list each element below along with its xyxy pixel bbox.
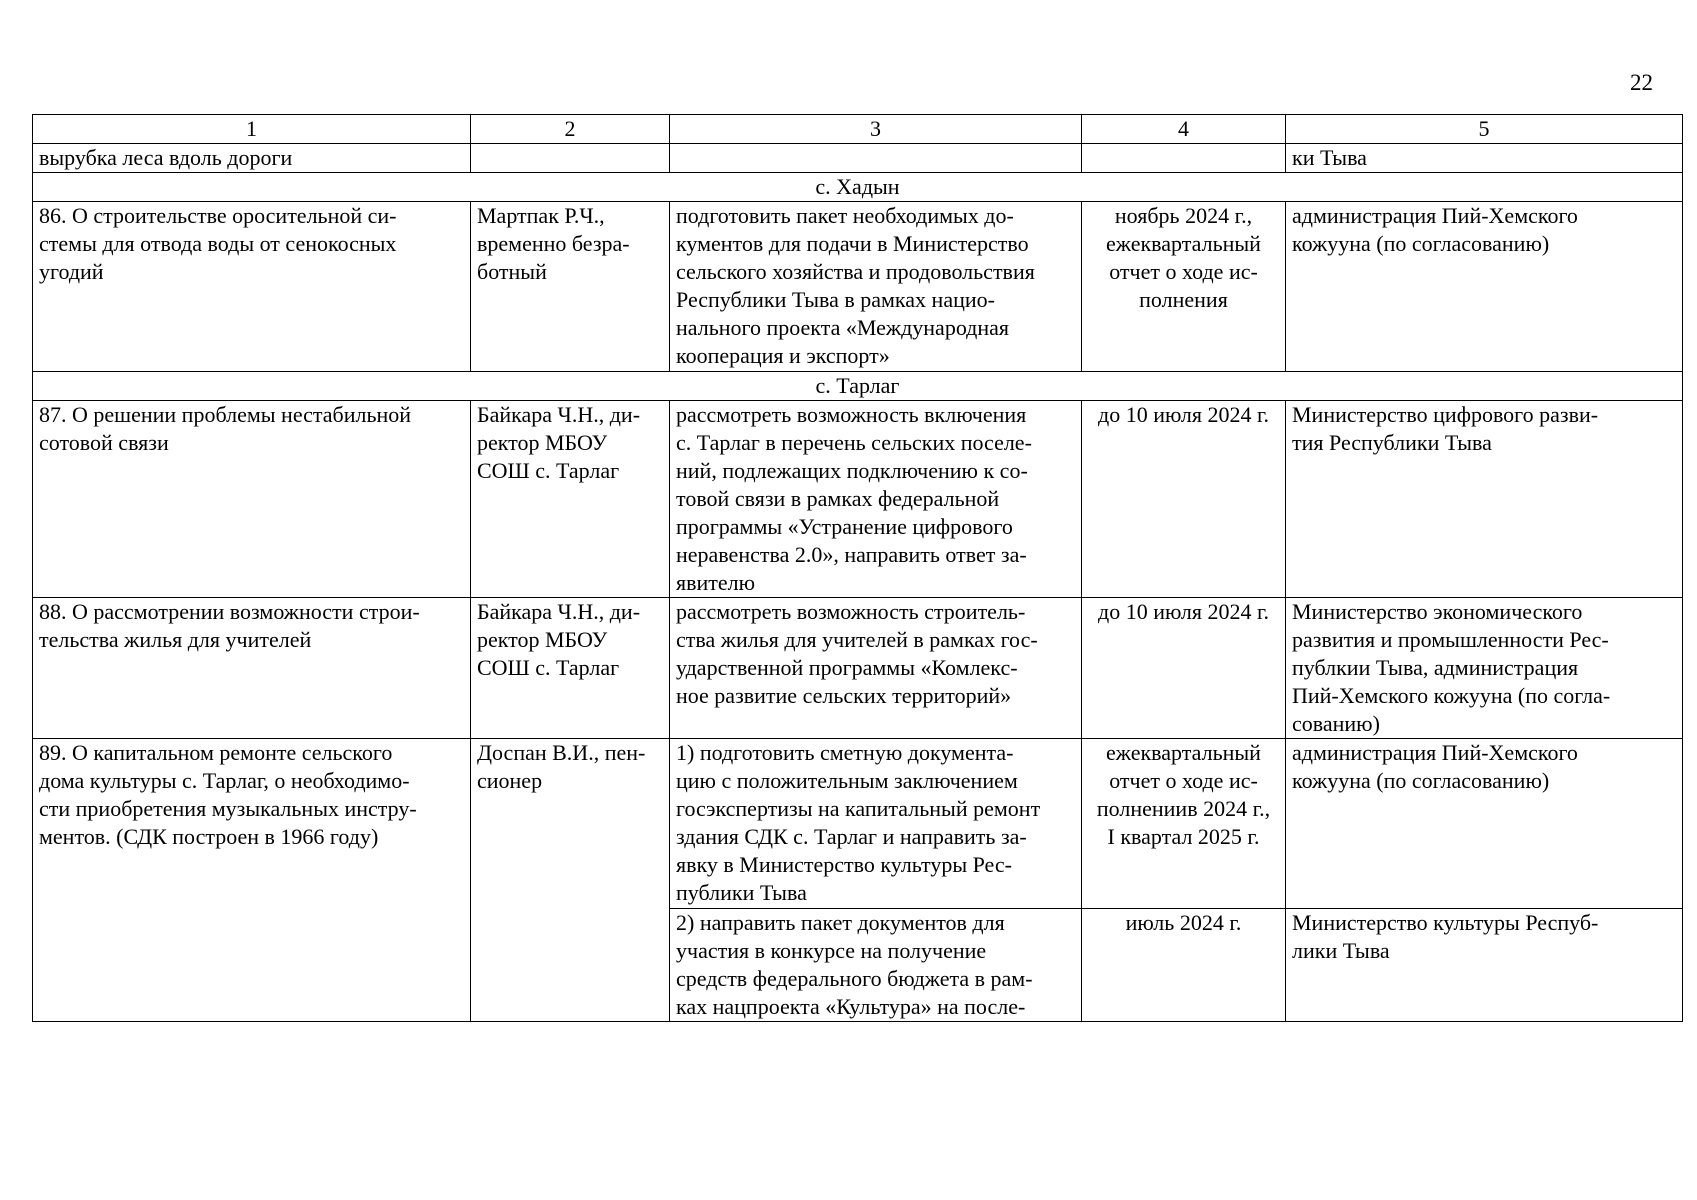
row89-item1-measure: 1) подготовить сметную документа- цию с положительным заключением госэкспертизы на капитальный ремонт здания СДК с. Тарлаг и направить за- явку в Министерство культуры Рес- публики Тыва: [670, 739, 1082, 909]
row86-measure: подготовить пакет необходимых до- кументов для подачи в Министерство сельского хозяйства и продовольствия Республики Тыва в рамках нацио- нального проекта «Международная кооперация и экспорт»: [670, 202, 1082, 372]
table-row-carryover: [33, 144, 1683, 173]
page-number: 22: [1630, 70, 1653, 95]
row87-deadline: до 10 июля 2024 г.: [1082, 401, 1286, 598]
row89-item2-measure: 2) направить пакет документов для участия в конкурсе на получение средств федерального бюджета в рам- ках нацпроекта «Культура» на после-: [670, 909, 1082, 1022]
row88-topic: 88. О рассмотрении возможности строи- тельства жилья для учителей: [33, 598, 471, 739]
row86-responsible: администрация Пий-Хемского кожууна (по согласованию): [1286, 202, 1683, 372]
carryover-responsible: ки Тыва: [1286, 144, 1683, 173]
table-row-87: [33, 401, 1683, 598]
row88-applicant: Байкара Ч.Н., ди- ректор МБОУ СОШ с. Тарлаг: [471, 598, 670, 739]
row89-item2-responsible: Министерство культуры Респуб- лики Тыва: [1286, 909, 1683, 1022]
column-header-4: 4: [1082, 115, 1286, 144]
row87-measure: рассмотреть возможность включения с. Тарлаг в перечень сельских поселе- ний, подлежащих подключению к со- товой связи в рамках федеральной программы «Устранение цифрового неравенства 2.0», направить ответ за- явителю: [670, 401, 1082, 598]
column-header-3: 3: [670, 115, 1082, 144]
row88-deadline: до 10 июля 2024 г.: [1082, 598, 1286, 739]
row89-applicant: Доспан В.И., пен- сионер: [471, 739, 670, 1022]
row89-item1-deadline: ежеквартальный отчет о ходе ис- полнениив 2024 г., I квартал 2025 г.: [1082, 739, 1286, 909]
table-row-88: [33, 598, 1683, 739]
row87-responsible: Министерство цифрового разви- тия Республики Тыва: [1286, 401, 1683, 598]
row87-applicant: Байкара Ч.Н., ди- ректор МБОУ СОШ с. Тарлаг: [471, 401, 670, 598]
row89-item2-deadline: июль 2024 г.: [1082, 909, 1286, 1022]
table-row-89: [33, 739, 1683, 909]
row88-measure: рассмотреть возможность строитель- ства жилья для учителей в рамках гос- ударственной программы «Комлекс- ное развитие сельских территорий»: [670, 598, 1082, 739]
row88-responsible: Министерство экономического развития и промышленности Рес- публкии Тыва, администрация Пий-Хемского кожууна (по согла- сованию): [1286, 598, 1683, 739]
section-row-khadyn: [33, 173, 1683, 202]
carryover-deadline: [1082, 144, 1286, 173]
row86-applicant: Мартпак Р.Ч., временно безра- ботный: [471, 202, 670, 372]
table-row-86: [33, 202, 1683, 372]
row89-topic: 89. О капитальном ремонте сельского дома культуры с. Тарлаг, о необходимо- сти приобретения музыкальных инстру- ментов. (СДК построен в 1966 году): [33, 739, 471, 1022]
section-title-khadyn: с. Хадын: [33, 173, 1683, 202]
carryover-topic: вырубка леса вдоль дороги: [33, 144, 471, 173]
section-title-tarlag: с. Тарлаг: [33, 372, 1683, 401]
row89-item1-responsible: администрация Пий-Хемского кожууна (по согласованию): [1286, 739, 1683, 909]
column-header-2: 2: [471, 115, 670, 144]
column-header-1: 1: [33, 115, 471, 144]
column-header-5: 5: [1286, 115, 1683, 144]
row87-topic: 87. О решении проблемы нестабильной сотовой связи: [33, 401, 471, 598]
measures-table: [32, 114, 1683, 1022]
carryover-measure: [670, 144, 1082, 173]
section-row-tarlag: [33, 372, 1683, 401]
carryover-applicant: [471, 144, 670, 173]
row86-deadline: ноябрь 2024 г., ежеквартальный отчет о ходе ис- полнения: [1082, 202, 1286, 372]
table-header-row: [33, 115, 1683, 144]
row86-topic: 86. О строительстве оросительной си- стемы для отвода воды от сенокосных угодий: [33, 202, 471, 372]
